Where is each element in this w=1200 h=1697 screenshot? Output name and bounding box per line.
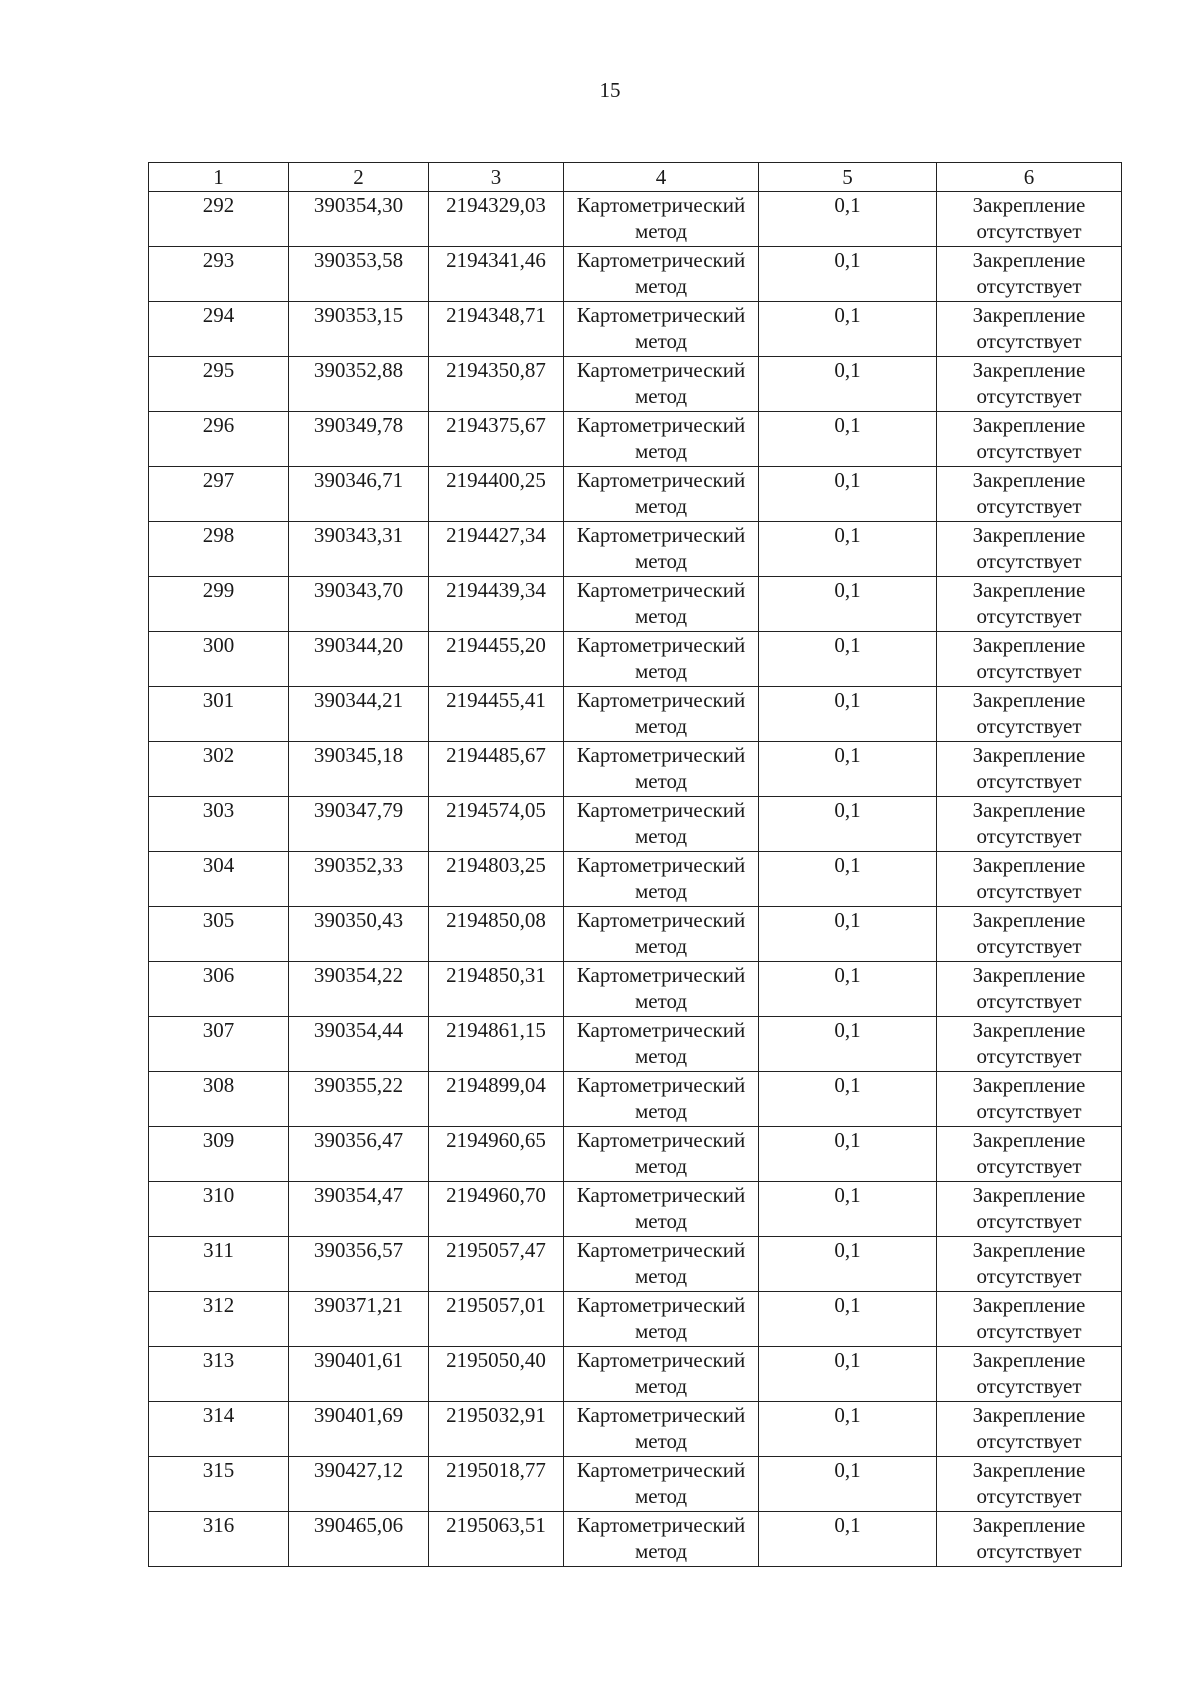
- point-number-cell: 316: [149, 1512, 289, 1567]
- accuracy-cell: 0,1: [759, 247, 937, 302]
- y-coordinate-cell: 2195063,51: [429, 1512, 564, 1567]
- x-coordinate-cell: 390356,47: [289, 1127, 429, 1182]
- table-row: [149, 797, 1122, 852]
- y-coordinate-cell: 2194400,25: [429, 467, 564, 522]
- method-cell: Картометрический метод: [564, 907, 759, 962]
- y-coordinate-cell: 2195018,77: [429, 1457, 564, 1512]
- point-number-cell: 311: [149, 1237, 289, 1292]
- point-number-cell: 296: [149, 412, 289, 467]
- table-row: [149, 1347, 1122, 1402]
- table-row: [149, 412, 1122, 467]
- fixing-cell: Закрепление отсутствует: [937, 1512, 1122, 1567]
- table-row: [149, 522, 1122, 577]
- y-coordinate-cell: 2195057,01: [429, 1292, 564, 1347]
- x-coordinate-cell: 390356,57: [289, 1237, 429, 1292]
- table-row: [149, 742, 1122, 797]
- table-row: [149, 247, 1122, 302]
- table-row: [149, 1182, 1122, 1237]
- y-coordinate-cell: 2194348,71: [429, 302, 564, 357]
- x-coordinate-cell: 390354,47: [289, 1182, 429, 1237]
- accuracy-cell: 0,1: [759, 302, 937, 357]
- point-number-cell: 302: [149, 742, 289, 797]
- x-coordinate-cell: 390353,58: [289, 247, 429, 302]
- x-coordinate-cell: 390347,79: [289, 797, 429, 852]
- x-coordinate-cell: 390355,22: [289, 1072, 429, 1127]
- accuracy-cell: 0,1: [759, 1182, 937, 1237]
- fixing-cell: Закрепление отсутствует: [937, 467, 1122, 522]
- method-cell: Картометрический метод: [564, 1182, 759, 1237]
- x-coordinate-cell: 390343,70: [289, 577, 429, 632]
- method-cell: Картометрический метод: [564, 1292, 759, 1347]
- accuracy-cell: 0,1: [759, 357, 937, 412]
- method-cell: Картометрический метод: [564, 522, 759, 577]
- method-cell: Картометрический метод: [564, 467, 759, 522]
- point-number-cell: 295: [149, 357, 289, 412]
- point-number-cell: 303: [149, 797, 289, 852]
- method-cell: Картометрический метод: [564, 1457, 759, 1512]
- method-cell: Картометрический метод: [564, 357, 759, 412]
- method-cell: Картометрический метод: [564, 687, 759, 742]
- fixing-cell: Закрепление отсутствует: [937, 907, 1122, 962]
- y-coordinate-cell: 2194375,67: [429, 412, 564, 467]
- y-coordinate-cell: 2194485,67: [429, 742, 564, 797]
- table-row: [149, 632, 1122, 687]
- y-coordinate-cell: 2194455,20: [429, 632, 564, 687]
- x-coordinate-cell: 390349,78: [289, 412, 429, 467]
- y-coordinate-cell: 2194960,65: [429, 1127, 564, 1182]
- x-coordinate-cell: 390352,33: [289, 852, 429, 907]
- fixing-cell: Закрепление отсутствует: [937, 577, 1122, 632]
- fixing-cell: Закрепление отсутствует: [937, 632, 1122, 687]
- method-cell: Картометрический метод: [564, 192, 759, 247]
- method-cell: Картометрический метод: [564, 852, 759, 907]
- point-number-cell: 292: [149, 192, 289, 247]
- accuracy-cell: 0,1: [759, 962, 937, 1017]
- fixing-cell: Закрепление отсутствует: [937, 742, 1122, 797]
- y-coordinate-cell: 2195032,91: [429, 1402, 564, 1457]
- accuracy-cell: 0,1: [759, 577, 937, 632]
- point-number-cell: 299: [149, 577, 289, 632]
- y-coordinate-cell: 2194439,34: [429, 577, 564, 632]
- accuracy-cell: 0,1: [759, 1512, 937, 1567]
- page-number: 15: [599, 78, 621, 102]
- point-number-cell: 304: [149, 852, 289, 907]
- x-coordinate-cell: 390427,12: [289, 1457, 429, 1512]
- column-header: 5: [759, 163, 937, 192]
- table-row: [149, 1457, 1122, 1512]
- accuracy-cell: 0,1: [759, 907, 937, 962]
- method-cell: Картометрический метод: [564, 742, 759, 797]
- accuracy-cell: 0,1: [759, 742, 937, 797]
- fixing-cell: Закрепление отсутствует: [937, 1127, 1122, 1182]
- y-coordinate-cell: 2194574,05: [429, 797, 564, 852]
- method-cell: Картометрический метод: [564, 1402, 759, 1457]
- column-header: 6: [937, 163, 1122, 192]
- y-coordinate-cell: 2194455,41: [429, 687, 564, 742]
- column-header: 2: [289, 163, 429, 192]
- table-row: [149, 577, 1122, 632]
- x-coordinate-cell: 390346,71: [289, 467, 429, 522]
- fixing-cell: Закрепление отсутствует: [937, 1457, 1122, 1512]
- x-coordinate-cell: 390344,21: [289, 687, 429, 742]
- point-number-cell: 314: [149, 1402, 289, 1457]
- fixing-cell: Закрепление отсутствует: [937, 1017, 1122, 1072]
- table-header-row: [149, 163, 1122, 192]
- accuracy-cell: 0,1: [759, 1072, 937, 1127]
- fixing-cell: Закрепление отсутствует: [937, 852, 1122, 907]
- method-cell: Картометрический метод: [564, 1237, 759, 1292]
- fixing-cell: Закрепление отсутствует: [937, 522, 1122, 577]
- y-coordinate-cell: 2194341,46: [429, 247, 564, 302]
- table-row: [149, 1072, 1122, 1127]
- table-row: [149, 1512, 1122, 1567]
- x-coordinate-cell: 390371,21: [289, 1292, 429, 1347]
- y-coordinate-cell: 2194960,70: [429, 1182, 564, 1237]
- point-number-cell: 308: [149, 1072, 289, 1127]
- accuracy-cell: 0,1: [759, 522, 937, 577]
- x-coordinate-cell: 390350,43: [289, 907, 429, 962]
- accuracy-cell: 0,1: [759, 1402, 937, 1457]
- accuracy-cell: 0,1: [759, 1347, 937, 1402]
- table-row: [149, 687, 1122, 742]
- accuracy-cell: 0,1: [759, 467, 937, 522]
- y-coordinate-cell: 2194803,25: [429, 852, 564, 907]
- x-coordinate-cell: 390345,18: [289, 742, 429, 797]
- fixing-cell: Закрепление отсутствует: [937, 357, 1122, 412]
- point-number-cell: 297: [149, 467, 289, 522]
- fixing-cell: Закрепление отсутствует: [937, 412, 1122, 467]
- column-header: 4: [564, 163, 759, 192]
- point-number-cell: 293: [149, 247, 289, 302]
- table-row: [149, 302, 1122, 357]
- table-body: [149, 192, 1122, 1567]
- fixing-cell: Закрепление отсутствует: [937, 1182, 1122, 1237]
- point-number-cell: 313: [149, 1347, 289, 1402]
- fixing-cell: Закрепление отсутствует: [937, 1347, 1122, 1402]
- coordinates-table: [148, 162, 1122, 1567]
- method-cell: Картометрический метод: [564, 632, 759, 687]
- table-row: [149, 1127, 1122, 1182]
- method-cell: Картометрический метод: [564, 577, 759, 632]
- y-coordinate-cell: 2195057,47: [429, 1237, 564, 1292]
- x-coordinate-cell: 390344,20: [289, 632, 429, 687]
- method-cell: Картометрический метод: [564, 962, 759, 1017]
- method-cell: Картометрический метод: [564, 1017, 759, 1072]
- x-coordinate-cell: 390352,88: [289, 357, 429, 412]
- x-coordinate-cell: 390354,22: [289, 962, 429, 1017]
- method-cell: Картометрический метод: [564, 412, 759, 467]
- point-number-cell: 306: [149, 962, 289, 1017]
- table-row: [149, 467, 1122, 522]
- fixing-cell: Закрепление отсутствует: [937, 1237, 1122, 1292]
- y-coordinate-cell: 2194899,04: [429, 1072, 564, 1127]
- fixing-cell: Закрепление отсутствует: [937, 1292, 1122, 1347]
- method-cell: Картометрический метод: [564, 1512, 759, 1567]
- method-cell: Картометрический метод: [564, 302, 759, 357]
- accuracy-cell: 0,1: [759, 1017, 937, 1072]
- point-number-cell: 300: [149, 632, 289, 687]
- y-coordinate-cell: 2194329,03: [429, 192, 564, 247]
- y-coordinate-cell: 2195050,40: [429, 1347, 564, 1402]
- x-coordinate-cell: 390401,69: [289, 1402, 429, 1457]
- table-row: [149, 1292, 1122, 1347]
- fixing-cell: Закрепление отсутствует: [937, 1072, 1122, 1127]
- accuracy-cell: 0,1: [759, 1127, 937, 1182]
- column-header: 3: [429, 163, 564, 192]
- accuracy-cell: 0,1: [759, 1292, 937, 1347]
- point-number-cell: 315: [149, 1457, 289, 1512]
- x-coordinate-cell: 390354,30: [289, 192, 429, 247]
- fixing-cell: Закрепление отсутствует: [937, 192, 1122, 247]
- y-coordinate-cell: 2194427,34: [429, 522, 564, 577]
- table-row: [149, 1402, 1122, 1457]
- method-cell: Картометрический метод: [564, 1127, 759, 1182]
- table-row: [149, 852, 1122, 907]
- y-coordinate-cell: 2194861,15: [429, 1017, 564, 1072]
- y-coordinate-cell: 2194850,31: [429, 962, 564, 1017]
- fixing-cell: Закрепление отсутствует: [937, 962, 1122, 1017]
- fixing-cell: Закрепление отсутствует: [937, 247, 1122, 302]
- accuracy-cell: 0,1: [759, 852, 937, 907]
- x-coordinate-cell: 390465,06: [289, 1512, 429, 1567]
- accuracy-cell: 0,1: [759, 632, 937, 687]
- table-row: [149, 1237, 1122, 1292]
- point-number-cell: 307: [149, 1017, 289, 1072]
- point-number-cell: 298: [149, 522, 289, 577]
- table-row: [149, 357, 1122, 412]
- column-header: 1: [149, 163, 289, 192]
- fixing-cell: Закрепление отсутствует: [937, 1402, 1122, 1457]
- point-number-cell: 301: [149, 687, 289, 742]
- point-number-cell: 312: [149, 1292, 289, 1347]
- point-number-cell: 309: [149, 1127, 289, 1182]
- x-coordinate-cell: 390353,15: [289, 302, 429, 357]
- table-row: [149, 962, 1122, 1017]
- method-cell: Картометрический метод: [564, 1347, 759, 1402]
- x-coordinate-cell: 390354,44: [289, 1017, 429, 1072]
- accuracy-cell: 0,1: [759, 412, 937, 467]
- point-number-cell: 294: [149, 302, 289, 357]
- fixing-cell: Закрепление отсутствует: [937, 302, 1122, 357]
- method-cell: Картометрический метод: [564, 1072, 759, 1127]
- x-coordinate-cell: 390401,61: [289, 1347, 429, 1402]
- y-coordinate-cell: 2194350,87: [429, 357, 564, 412]
- fixing-cell: Закрепление отсутствует: [937, 797, 1122, 852]
- method-cell: Картометрический метод: [564, 247, 759, 302]
- accuracy-cell: 0,1: [759, 1457, 937, 1512]
- table-row: [149, 1017, 1122, 1072]
- accuracy-cell: 0,1: [759, 687, 937, 742]
- table-row: [149, 192, 1122, 247]
- x-coordinate-cell: 390343,31: [289, 522, 429, 577]
- accuracy-cell: 0,1: [759, 192, 937, 247]
- y-coordinate-cell: 2194850,08: [429, 907, 564, 962]
- table-row: [149, 907, 1122, 962]
- point-number-cell: 305: [149, 907, 289, 962]
- point-number-cell: 310: [149, 1182, 289, 1237]
- fixing-cell: Закрепление отсутствует: [937, 687, 1122, 742]
- accuracy-cell: 0,1: [759, 797, 937, 852]
- accuracy-cell: 0,1: [759, 1237, 937, 1292]
- method-cell: Картометрический метод: [564, 797, 759, 852]
